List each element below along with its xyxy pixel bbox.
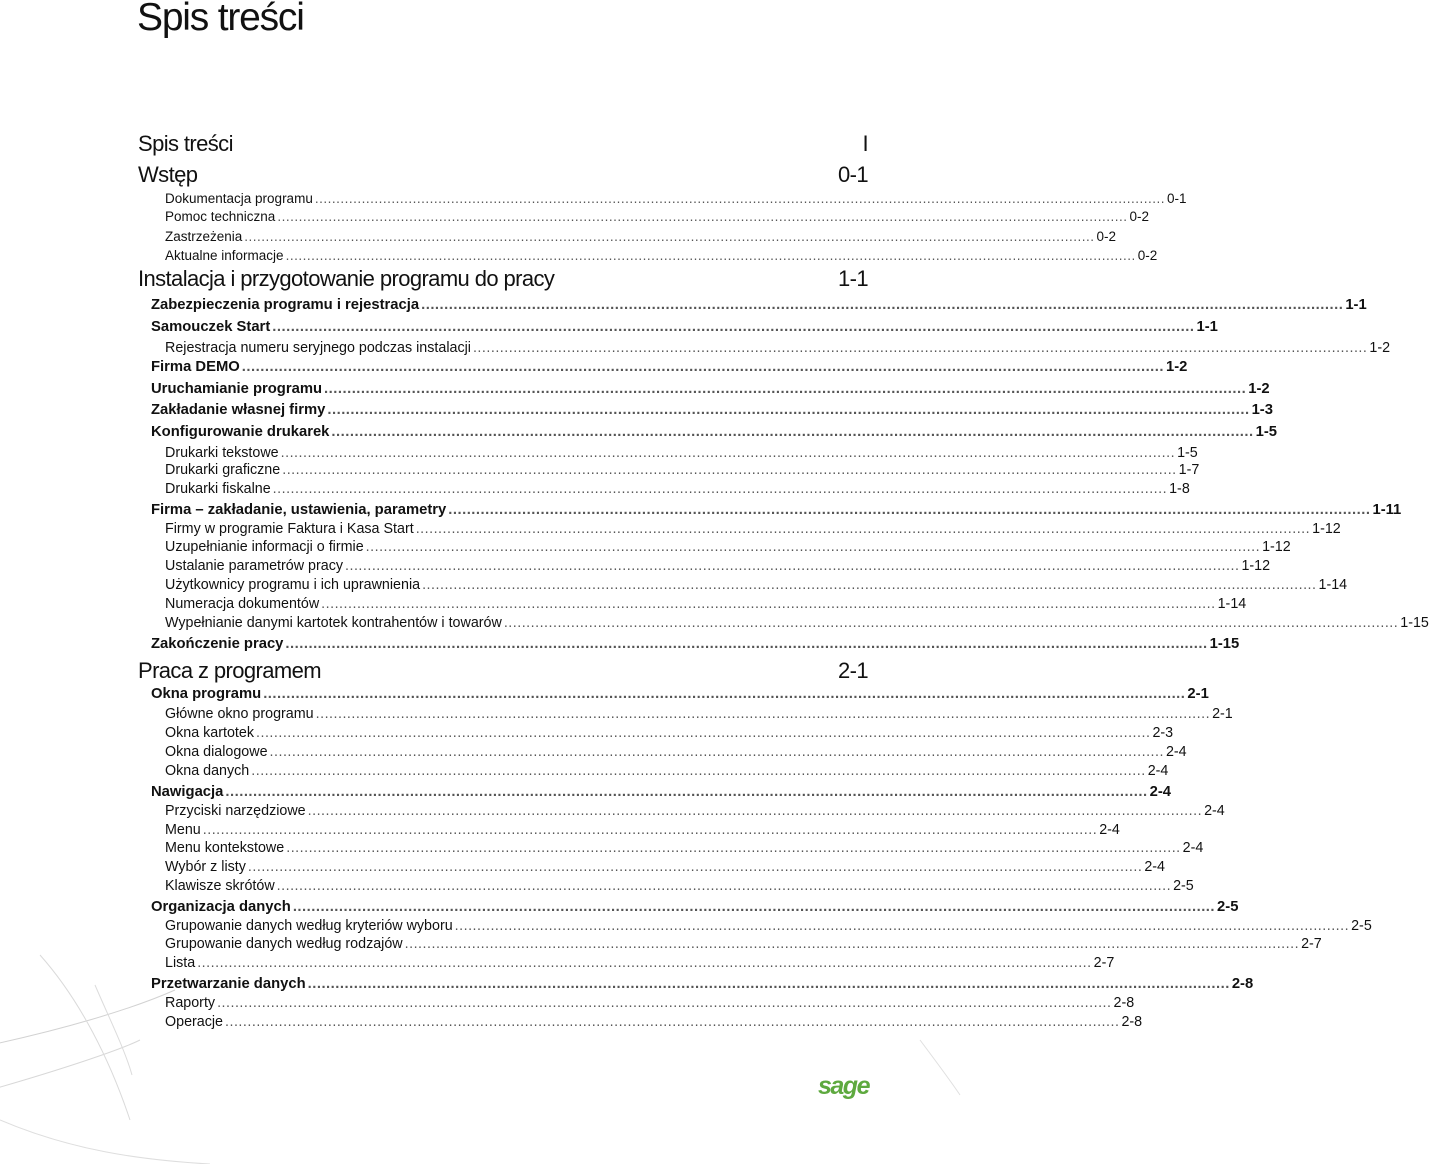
toc-chapter[interactable] (138, 162, 868, 188)
toc-page-number: 2-4 (1204, 803, 1225, 819)
toc-entry-title: Organizacja danych (151, 899, 291, 915)
toc-page-number: 1-7 (1178, 462, 1200, 478)
toc-page-number: 2-8 (1113, 995, 1135, 1011)
dot-leader: ........................................................................................................................................................................................................ (225, 1014, 1120, 1030)
dot-leader: ........................................................................................................................................................................................................ (225, 784, 1148, 800)
toc-section[interactable] (151, 402, 1273, 418)
toc-page-number: 1-15 (1209, 636, 1240, 652)
toc-section[interactable] (151, 502, 1402, 518)
toc-page-number: 0-1 (838, 162, 868, 187)
toc-page-number: 0-2 (1096, 229, 1116, 244)
dot-leader: ........................................................................................................................................................................................................ (321, 596, 1216, 612)
toc-entry-title: Pomoc techniczna (165, 209, 276, 224)
toc-entry-title: Spis treści (138, 131, 233, 156)
toc-page-number: 1-5 (1177, 445, 1198, 461)
toc-section[interactable] (151, 784, 1171, 800)
toc-section[interactable] (151, 899, 1239, 915)
toc-subsection[interactable] (165, 936, 1322, 952)
toc-entry-title: Okna dialogowe (165, 744, 268, 760)
toc-entry-title: Zabezpieczenia programu i rejestracja (151, 297, 420, 313)
toc-page-number: 2-4 (1182, 840, 1204, 856)
toc-page-number: 0-1 (1166, 191, 1187, 206)
dot-leader: ........................................................................................................................................................................................................ (280, 445, 1176, 461)
toc-entry-title: Samouczek Start (151, 319, 271, 335)
toc-subsection[interactable] (165, 878, 1194, 894)
toc-page-number: 2-8 (1231, 976, 1254, 992)
dot-leader: ........................................................................................................................................................................................................ (331, 424, 1254, 440)
toc-subsection[interactable] (165, 445, 1198, 461)
toc-entry-title: Zastrzeżenia (165, 229, 243, 244)
toc-entry-title: Menu (165, 822, 201, 838)
dot-leader: ........................................................................................................................................................................................................ (327, 402, 1250, 418)
toc-page-number: 2-5 (1217, 899, 1239, 915)
dot-leader: ........................................................................................................................................................................................................ (272, 319, 1195, 335)
toc-page-number: 2-4 (1099, 822, 1120, 838)
dot-leader: ........................................................................................................................................................................................................ (314, 191, 1165, 206)
toc-section[interactable] (151, 636, 1240, 652)
dot-leader: ........................................................................................................................................................................................................ (421, 297, 1344, 313)
dot-leader: ........................................................................................................................................................................................................ (285, 636, 1208, 652)
toc-entry-title: Przyciski narzędziowe (165, 803, 306, 819)
toc-subsection[interactable] (165, 539, 1291, 555)
toc-subsection[interactable] (165, 481, 1190, 497)
toc-entry-title: Firma – zakładanie, ustawienia, parametry (151, 502, 447, 518)
dot-leader: ........................................................................................................................................................................................................ (503, 615, 1399, 631)
toc-subsection[interactable] (165, 763, 1169, 779)
dot-leader: ........................................................................................................................................................................................................ (276, 878, 1172, 894)
toc-entry-title: Nawigacja (151, 784, 224, 800)
toc-page-number: 0-2 (1137, 248, 1158, 263)
toc-page-number: 2-1 (1212, 706, 1233, 722)
dot-leader: ........................................................................................................................................................................................................ (415, 521, 1311, 537)
toc-entry-title: Menu kontekstowe (165, 840, 285, 856)
dot-leader: ........................................................................................................................................................................................................ (472, 340, 1368, 356)
dot-leader: ........................................................................................................................................................................................................ (197, 955, 1092, 971)
toc-page-number: 2-5 (1173, 878, 1194, 894)
toc-subsection[interactable] (165, 822, 1120, 838)
toc-entry-title: Okna kartotek (165, 725, 254, 741)
toc-entry-title: Okna programu (151, 686, 262, 702)
toc-section[interactable] (151, 297, 1367, 313)
toc-entry-title: Operacje (165, 1014, 224, 1030)
toc-entry-title: Uzupełnianie informacji o firmie (165, 539, 364, 555)
toc-subsection[interactable] (165, 248, 1158, 263)
dot-leader: ........................................................................................................................................................................................................ (365, 539, 1261, 555)
toc-subsection[interactable] (165, 725, 1174, 741)
dot-leader: ........................................................................................................................................................................................................ (247, 859, 1143, 875)
sage-logo-text: sage (818, 1072, 869, 1100)
toc-subsection[interactable] (165, 995, 1135, 1011)
dot-leader: ........................................................................................................................................................................................................ (324, 381, 1247, 397)
toc-entry-title: Drukarki fiskalne (165, 481, 271, 497)
page-title: Spis treści (137, 0, 304, 39)
toc-subsection[interactable] (165, 209, 1149, 224)
toc-page-number: 1-12 (1241, 558, 1271, 574)
dot-leader: ........................................................................................................................................................................................................ (292, 899, 1216, 915)
toc-entry-title: Zakończenie pracy (151, 636, 284, 652)
toc-subsection[interactable] (165, 744, 1187, 760)
toc-page-number: 1-1 (1345, 297, 1367, 313)
toc-page-number: 1-14 (1217, 596, 1247, 612)
toc-subsection[interactable] (165, 803, 1225, 819)
toc-subsection[interactable] (165, 596, 1247, 612)
toc-section[interactable] (151, 686, 1209, 702)
toc-subsection[interactable] (165, 955, 1115, 971)
toc-entry-title: Użytkownicy programu i ich uprawnienia (165, 577, 421, 593)
toc-entry-title: Główne okno programu (165, 706, 314, 722)
toc-entry-title: Dokumentacja programu (165, 191, 313, 206)
toc-subsection[interactable] (165, 859, 1166, 875)
toc-subsection[interactable] (165, 340, 1391, 356)
toc-entry-title: Okna danych (165, 763, 250, 779)
toc-page-number: 2-3 (1152, 725, 1174, 741)
toc-subsection[interactable] (165, 462, 1200, 478)
dot-leader: ........................................................................................................................................................................................................ (244, 229, 1095, 244)
toc-page-number: 1-1 (1196, 319, 1218, 335)
dot-leader: ........................................................................................................................................................................................................ (307, 976, 1230, 992)
dot-leader: ........................................................................................................................................................................................................ (454, 918, 1350, 934)
toc-entry-title: Klawisze skrótów (165, 878, 275, 894)
toc-entry-title: Ustalanie parametrów pracy (165, 558, 343, 574)
toc-subsection[interactable] (165, 191, 1187, 206)
dot-leader: ........................................................................................................................................................................................................ (251, 763, 1146, 779)
toc-entry-title: Zakładanie własnej firmy (151, 402, 326, 418)
toc-page-number: 2-7 (1301, 936, 1322, 952)
toc-page-number: 1-2 (1166, 359, 1188, 375)
toc-entry-title: Drukarki tekstowe (165, 445, 279, 461)
dot-leader: ........................................................................................................................................................................................................ (307, 803, 1203, 819)
toc-page-number: 1-8 (1169, 481, 1190, 497)
dot-leader: ........................................................................................................................................................................................................ (277, 209, 1128, 224)
toc-page-number: 1-2 (1248, 381, 1270, 397)
dot-leader: ........................................................................................................................................................................................................ (256, 725, 1151, 741)
toc-entry-title: Praca z programem (138, 658, 321, 683)
dot-leader: ........................................................................................................................................................................................................ (286, 840, 1181, 856)
dot-leader: ........................................................................................................................................................................................................ (282, 462, 1177, 478)
toc-entry-title: Grupowanie danych według rodzajów (165, 936, 403, 952)
toc-subsection[interactable] (165, 1014, 1143, 1030)
toc-section[interactable] (151, 976, 1254, 992)
toc-page-number: 1-3 (1251, 402, 1273, 418)
toc-page-number: 1-2 (1369, 340, 1391, 356)
toc-entry-title: Lista (165, 955, 196, 971)
dot-leader: ........................................................................................................................................................................................................ (345, 558, 1240, 574)
toc-page-number: 1-14 (1318, 577, 1348, 593)
toc-page-number: 2-8 (1121, 1014, 1143, 1030)
dot-leader: ........................................................................................................................................................................................................ (315, 706, 1211, 722)
toc-entry-title: Wypełnianie danymi kartotek kontrahentów i towarów (165, 615, 502, 631)
toc-subsection[interactable] (165, 706, 1233, 722)
toc-page-number: 2-4 (1144, 859, 1166, 875)
toc-page-number: 1-12 (1312, 521, 1341, 537)
toc-page-number: 1-1 (838, 266, 868, 291)
toc-chapter[interactable] (138, 266, 868, 292)
toc-page-number: 2-5 (1351, 918, 1372, 934)
dot-leader: ........................................................................................................................................................................................................ (241, 359, 1165, 375)
toc-entry-title: Wstęp (138, 162, 198, 187)
toc-subsection[interactable] (165, 558, 1271, 574)
toc-page-number: 2-7 (1093, 955, 1115, 971)
toc-entry-title: Aktualne informacje (165, 248, 284, 263)
toc-entry-title: Wybór z listy (165, 859, 246, 875)
dot-leader: ........................................................................................................................................................................................................ (217, 995, 1112, 1011)
toc-page-number: 1-15 (1400, 615, 1429, 631)
dot-leader: ........................................................................................................................................................................................................ (263, 686, 1186, 702)
toc-section[interactable] (151, 319, 1218, 335)
toc-entry-title: Uruchamianie programu (151, 381, 323, 397)
toc-subsection[interactable] (165, 229, 1116, 244)
toc-subsection[interactable] (165, 577, 1348, 593)
dot-leader: ........................................................................................................................................................................................................ (202, 822, 1098, 838)
toc-page-number: 1-11 (1372, 502, 1402, 518)
toc-page-number: 1-12 (1262, 539, 1291, 555)
toc-entry-title: Numeracja dokumentów (165, 596, 320, 612)
toc-entry-title: Grupowanie danych według kryteriów wyboru (165, 918, 453, 934)
toc-entry-title: Raporty (165, 995, 216, 1011)
toc-subsection[interactable] (165, 918, 1372, 934)
toc-page-number: 2-4 (1149, 784, 1171, 800)
toc-page-number: 2-1 (1187, 686, 1209, 702)
toc-entry-title: Rejestracja numeru seryjnego podczas instalacji (165, 340, 471, 356)
toc-page-number: 2-4 (1165, 744, 1187, 760)
toc-section[interactable] (151, 424, 1278, 440)
toc-entry-title: Firmy w programie Faktura i Kasa Start (165, 521, 414, 537)
toc-entry-title: Firma DEMO (151, 359, 240, 375)
toc-entry-title: Instalacja i przygotowanie programu do pracy (138, 266, 555, 291)
toc-entry-title: Drukarki graficzne (165, 462, 281, 478)
toc-chapter[interactable] (138, 658, 868, 684)
toc-page-number: 1-5 (1255, 424, 1278, 440)
dot-leader: ........................................................................................................................................................................................................ (448, 502, 1371, 518)
toc-page-number: 0-2 (1129, 209, 1149, 224)
toc-subsection[interactable] (165, 615, 1429, 631)
toc-chapter[interactable] (138, 131, 868, 157)
toc-page-number: I (862, 131, 868, 156)
dot-leader: ........................................................................................................................................................................................................ (422, 577, 1317, 593)
dot-leader: ........................................................................................................................................................................................................ (272, 481, 1168, 497)
toc-section[interactable] (151, 359, 1188, 375)
dot-leader: ........................................................................................................................................................................................................ (269, 744, 1164, 760)
toc-entry-title: Przetwarzanie danych (151, 976, 306, 992)
sage-logo (818, 1072, 872, 1104)
toc-subsection[interactable] (165, 840, 1204, 856)
toc-page-number: 2-4 (1147, 763, 1169, 779)
toc-entry-title: Konfigurowanie drukarek (151, 424, 330, 440)
dot-leader: ........................................................................................................................................................................................................ (285, 248, 1136, 263)
toc-subsection[interactable] (165, 521, 1341, 537)
dot-leader: ........................................................................................................................................................................................................ (404, 936, 1300, 952)
toc-section[interactable] (151, 381, 1270, 397)
toc-page-number: 2-1 (838, 658, 868, 683)
